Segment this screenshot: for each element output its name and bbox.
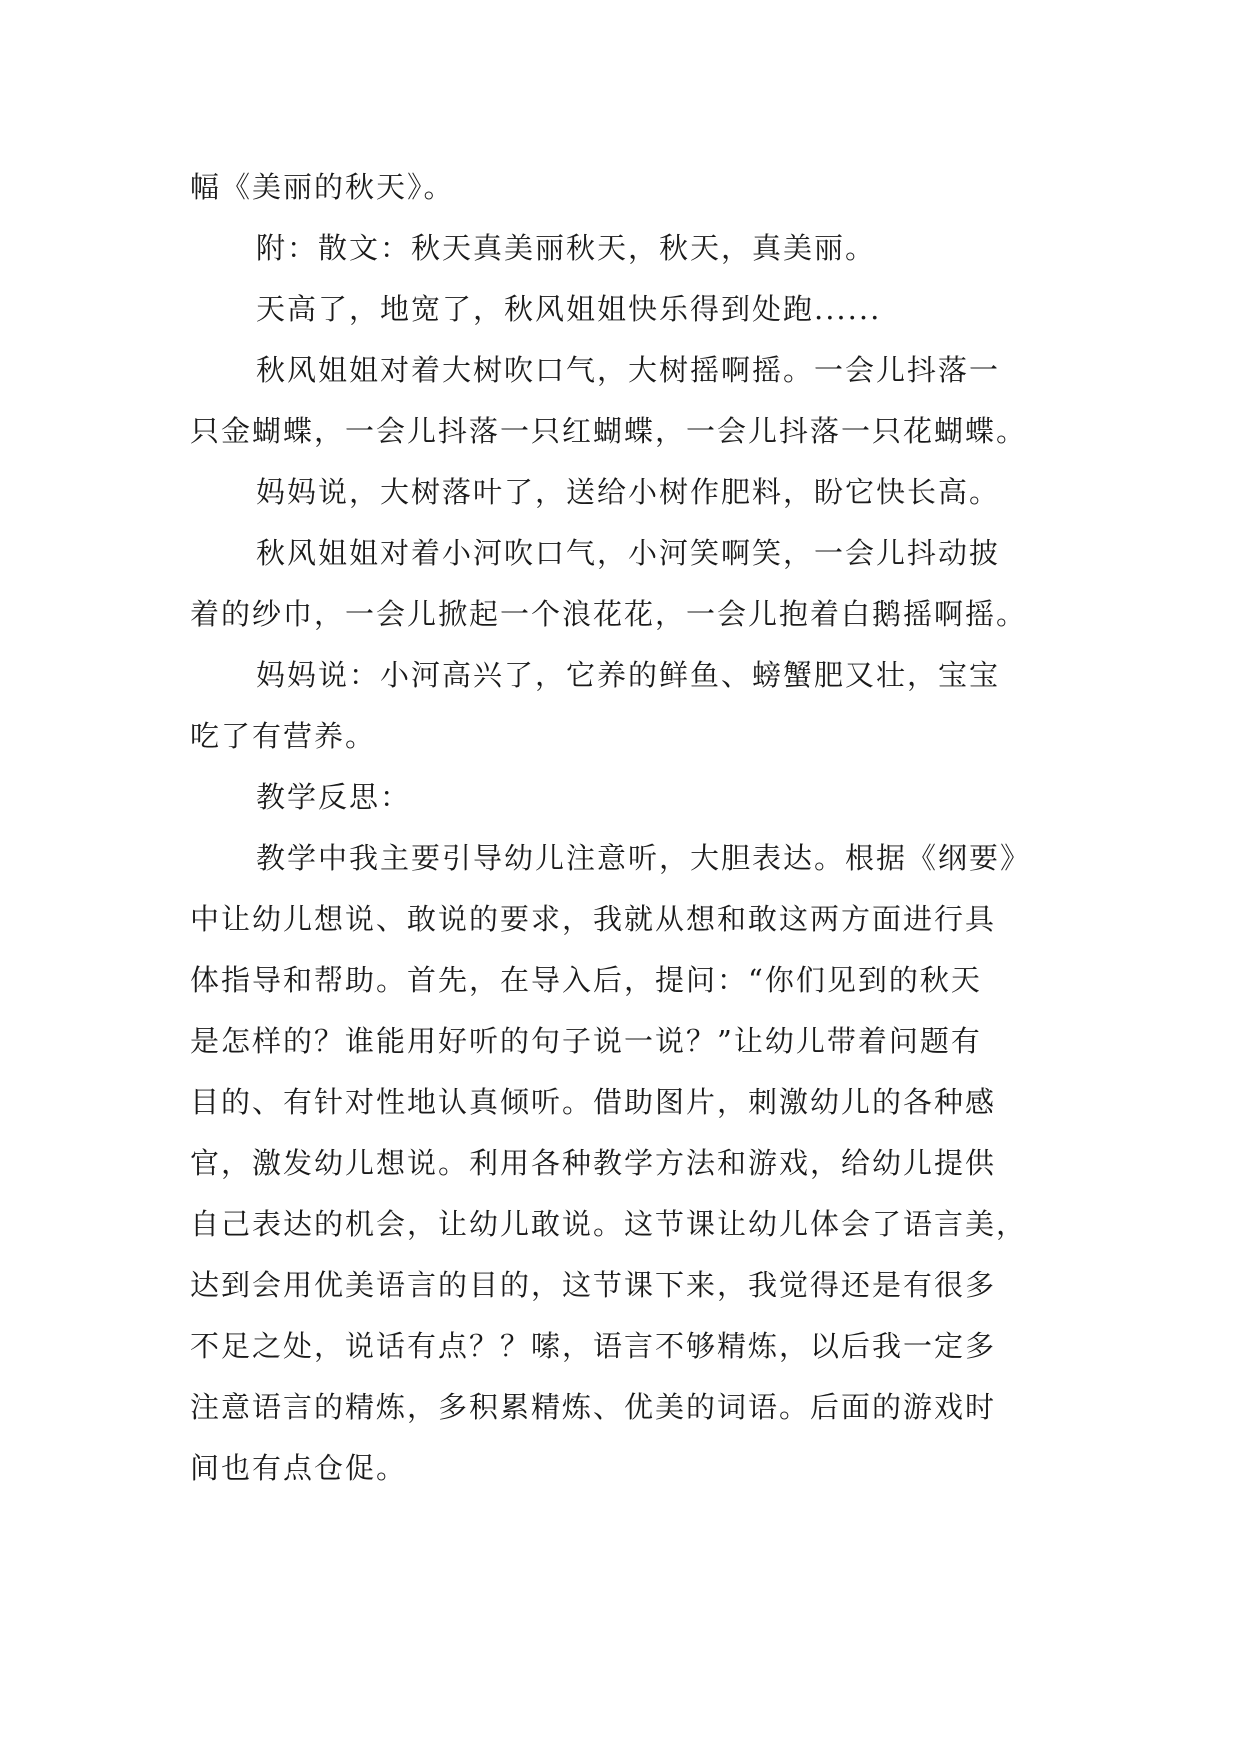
text-line: 妈妈说，大树落叶了，送给小树作肥料，盼它快长高。	[256, 475, 1001, 509]
text-line: 天高了，地宽了，秋风姐姐快乐得到处跑......	[256, 292, 882, 326]
text-line: 只金蝴蝶，一会儿抖落一只红蝴蝶，一会儿抖落一只花蝴蝶。	[190, 414, 1028, 448]
text-line: 妈妈说：小河高兴了，它养的鲜鱼、螃蟹肥又壮，宝宝	[256, 658, 1001, 692]
text-line: 自己表达的机会，让幼儿敢说。这节课让幼儿体会了语言美，	[190, 1207, 1028, 1241]
text-line: 秋风姐姐对着小河吹口气，小河笑啊笑，一会儿抖动披	[256, 536, 1001, 570]
text-line: 体指导和帮助。首先，在导入后，提问：“你们见到的秋天	[190, 963, 982, 997]
text-line: 吃了有营养。	[190, 719, 377, 753]
text-line: 幅《美丽的秋天》。	[190, 170, 455, 204]
text-line: 附：散文：秋天真美丽秋天，秋天，真美丽。	[256, 231, 877, 265]
text-line: 目的、有针对性地认真倾听。借助图片，刺激幼儿的各种感	[190, 1085, 997, 1119]
document-body	[190, 157, 1070, 1499]
text-line: 官，激发幼儿想说。利用各种教学方法和游戏，给幼儿提供	[190, 1146, 997, 1180]
text-line: 教学反思：	[256, 780, 412, 814]
text-line: 教学中我主要引导幼儿注意听，大胆表达。根据《纲要》	[256, 841, 1032, 875]
text-line: 是怎样的？谁能用好听的句子说一说？”让幼儿带着问题有	[190, 1024, 982, 1058]
text-line: 秋风姐姐对着大树吹口气，大树摇啊摇。一会儿抖落一	[256, 353, 1001, 387]
text-line: 间也有点仓促。	[190, 1451, 408, 1485]
text-line: 中让幼儿想说、敢说的要求，我就从想和敢这两方面进行具	[190, 902, 997, 936]
text-line: 着的纱巾，一会儿掀起一个浪花花，一会儿抱着白鹅摇啊摇。	[190, 597, 1028, 631]
text-line: 达到会用优美语言的目的，这节课下来，我觉得还是有很多	[190, 1268, 997, 1302]
text-line: 注意语言的精炼，多积累精炼、优美的词语。后面的游戏时	[190, 1390, 997, 1424]
text-line: 不足之处，说话有点？？嗦，语言不够精炼，以后我一定多	[190, 1329, 997, 1363]
